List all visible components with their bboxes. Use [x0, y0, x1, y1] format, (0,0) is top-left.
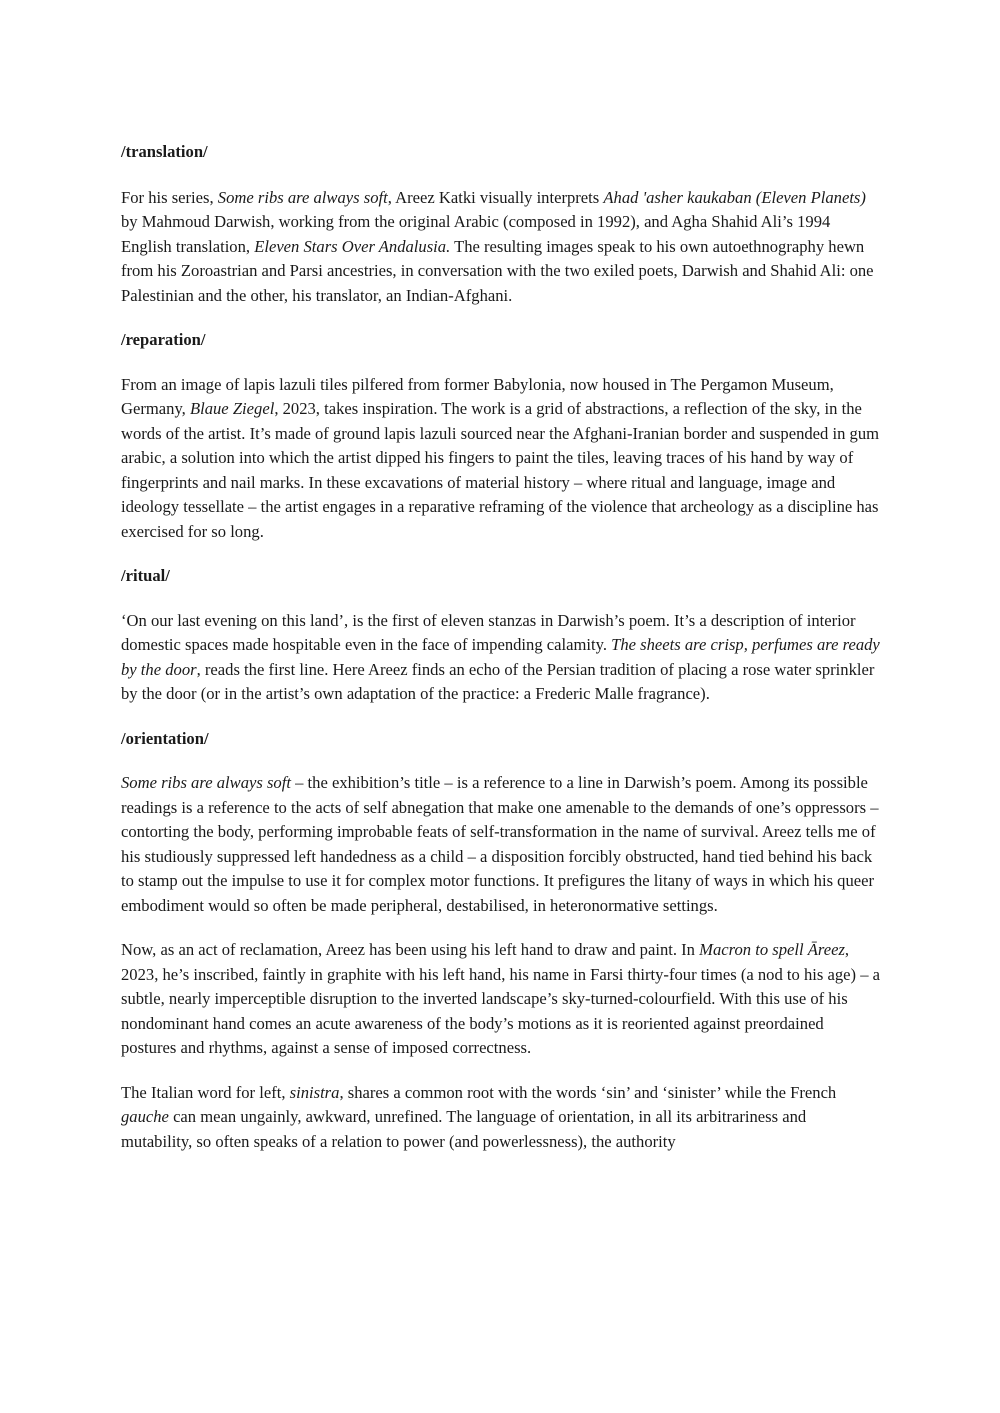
text-run: ‘On our last evening on this land’, is the first of eleven stanzas in Darwish’s poem. It’s a description of interior domestic spaces made hospitable even in the face of impending calamity. [121, 610, 856, 654]
document-page [121, 140, 881, 1171]
paragraph-orientation-1 [121, 771, 881, 918]
italic-run: gauche [121, 1107, 169, 1126]
text-run: by Mahmoud Darwish, working from the original Arabic (composed in 1992), and Agha Shahid Ali’s 1994 English translation, [121, 212, 831, 256]
section-heading-orientation: /orientation/ [121, 728, 209, 748]
paragraph-reparation [121, 373, 881, 545]
text-run: , 2023, takes inspiration. The work is a grid of abstractions, a reflection of the sky, in the words of the artist. It’s made of ground lapis lazuli sourced near the Afghani-Iranian border and suspended in gum arabic, a solution into which the artist dipped his fingers to paint the tiles, leaving traces of his hand by way of fingerprints and nail marks. In these excavations of material history – where ritual and language, image and ideology tessellate – the artist engages in a reparative reframing of the violence that archeology as a discipline has exercised for so long. [121, 399, 880, 541]
italic-run: Some ribs are always soft [121, 773, 291, 792]
italic-run: Macron to spell Āreez [699, 940, 845, 959]
italic-run: Blaue Ziegel [189, 399, 275, 418]
section-heading-ritual: /ritual/ [121, 566, 170, 585]
text-run: , reads the first line. Here Areez finds an echo of the Persian tradition of placing a rose water sprinkler by the door (or in the artist’s own adaptation of the practice: a Frederic Malle fragrance). [121, 659, 875, 703]
italic-run: Eleven Stars Over Andalusia. [254, 236, 451, 256]
paragraph-orientation-2 [121, 938, 881, 1061]
text-run: For his series, [121, 187, 218, 207]
text-run: , shares a common root with the words ‘sin’ and ‘sinister’ while the French [339, 1082, 837, 1102]
italic-run: The sheets are crisp, perfumes are ready by the door [121, 635, 880, 679]
text-run: – the exhibition’s title – is a reference to a line in Darwish’s poem. Among its possible readings is a reference to the acts of self abnegation that make one amenable to the demands of one’s oppressors – contorting the body, performing improbable feats of self-transformation in the name of survival. Areez tells me of his studiously suppressed left handedness as a child – a disposition forcibly obstructed, hand tied behind his back to stamp out the impulse to use it for complex motor functions. It prefigures the litany of ways in which his queer embodiment would so often be made peripheral, destabilised, in heteronormative settings. [121, 773, 879, 915]
section-heading-reparation: /reparation/ [121, 330, 206, 349]
paragraph-translation [121, 186, 881, 309]
italic-run: Some ribs are always soft [217, 187, 388, 207]
text-run: can mean ungainly, awkward, unrefined. The language of orientation, in all its arbitrariness and mutability, so often speaks of a relation to power (and powerlessness), the authority [121, 1107, 807, 1151]
text-run: From an image of lapis lazuli tiles pilfered from former Babylonia, now housed in The Pergamon Museum, Germany, [121, 374, 834, 418]
text-run: Now, as an act of reclamation, Areez has been using his left hand to draw and paint. In [121, 940, 700, 959]
paragraph-orientation-3 [121, 1081, 881, 1155]
italic-run: sinistra [289, 1082, 340, 1102]
text-run: , 2023, he’s inscribed, faintly in graphite with his left hand, his name in Farsi thirty-four times (a nod to his age) – a subtle, nearly imperceptible disruption to the inverted landscape’s sky-turned-colourfield. With this use of his nondominant hand comes an acute awareness of the body’s motions as it is reoriented against preordained postures and rhythms, against a sense of imposed correctness. [121, 940, 881, 1057]
paragraph-ritual [121, 609, 881, 707]
text-run: , Areez Katki visually interprets [387, 187, 604, 207]
text-run: The resulting images speak to his own autoethnography hewn from his Zoroastrian and Parsi ancestries, in conversation with the two exiled poets, Darwish and Shahid Ali: one Palestinian and the other, his translator, an Indian-Afghani. [121, 236, 874, 305]
text-run: The Italian word for left, [121, 1082, 290, 1102]
section-heading-translation: /translation/ [121, 142, 208, 161]
italic-run: Ahad 'asher kaukaban (Eleven Planets) [603, 187, 866, 207]
